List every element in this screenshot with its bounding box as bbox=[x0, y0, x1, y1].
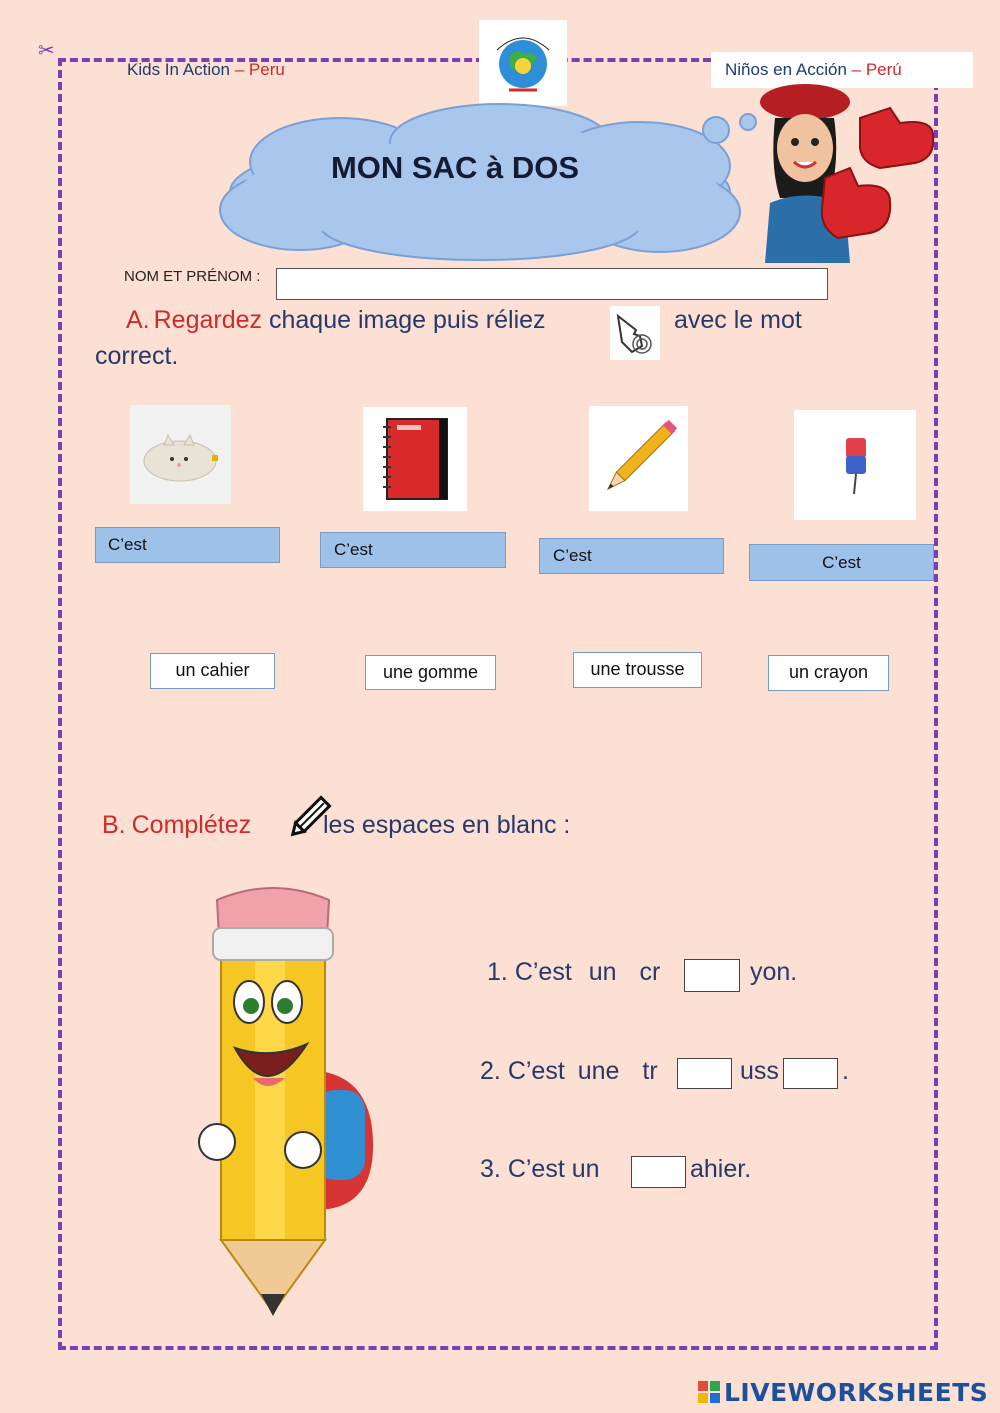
section-b-label: B. Complétez bbox=[102, 811, 252, 839]
name-label: NOM ET PRÉNOM : bbox=[124, 268, 261, 285]
sentence-3: 3. C’est un bbox=[480, 1155, 600, 1183]
blank-input-4[interactable] bbox=[631, 1156, 686, 1188]
answer-box-1[interactable]: C’est bbox=[95, 527, 280, 563]
answer-box-4[interactable]: C’est bbox=[749, 544, 934, 581]
word-choice-4[interactable]: un crayon bbox=[768, 655, 889, 691]
word-choice-3[interactable]: une trousse bbox=[573, 652, 702, 688]
sentence-1: 1. C’est un cr bbox=[487, 958, 661, 986]
sentence-1-end: yon. bbox=[750, 958, 798, 986]
notebook-image bbox=[363, 407, 467, 511]
name-input[interactable] bbox=[276, 268, 828, 300]
teacher-avatar bbox=[750, 78, 940, 263]
section-a-instruction-cont: avec le mot bbox=[674, 306, 802, 334]
page-title: MON SAC à DOS bbox=[330, 150, 580, 185]
pencil-mascot-illustration bbox=[195, 880, 380, 1330]
liveworksheets-logo: LIVEWORKSHEETS bbox=[724, 1378, 989, 1407]
blank-input-1[interactable] bbox=[684, 959, 740, 992]
blank-input-2[interactable] bbox=[677, 1058, 732, 1089]
sentence-3-end: ahier. bbox=[690, 1155, 752, 1183]
answer-box-2[interactable]: C’est bbox=[320, 532, 506, 568]
pointing-hand-icon bbox=[610, 306, 660, 360]
pencil-image bbox=[589, 406, 688, 511]
scissors-icon: ✂ bbox=[38, 38, 55, 62]
section-a-instruction: A. Regardez chaque image puis réliez bbox=[126, 306, 546, 334]
pencil-case-image bbox=[130, 405, 231, 504]
section-b-instruction: les espaces en blanc : bbox=[323, 811, 571, 839]
eraser-image bbox=[794, 410, 916, 520]
word-choice-1[interactable]: un cahier bbox=[150, 653, 275, 689]
sentence-2-end: . bbox=[842, 1057, 849, 1085]
section-a-instruction-line2: correct. bbox=[95, 342, 179, 370]
header-right: Niños en Acción – Perú bbox=[711, 52, 973, 88]
answer-box-3[interactable]: C’est bbox=[539, 538, 724, 574]
blank-input-3[interactable] bbox=[783, 1058, 838, 1089]
header-left: Kids In Action – Peru bbox=[127, 60, 285, 79]
liveworksheets-badge-icon bbox=[698, 1381, 720, 1403]
sentence-2-middle: uss bbox=[740, 1057, 779, 1085]
kids-in-action-logo bbox=[479, 20, 567, 106]
sentence-2: 2. C’est une tr bbox=[480, 1057, 658, 1085]
word-choice-2[interactable]: une gomme bbox=[365, 655, 496, 690]
